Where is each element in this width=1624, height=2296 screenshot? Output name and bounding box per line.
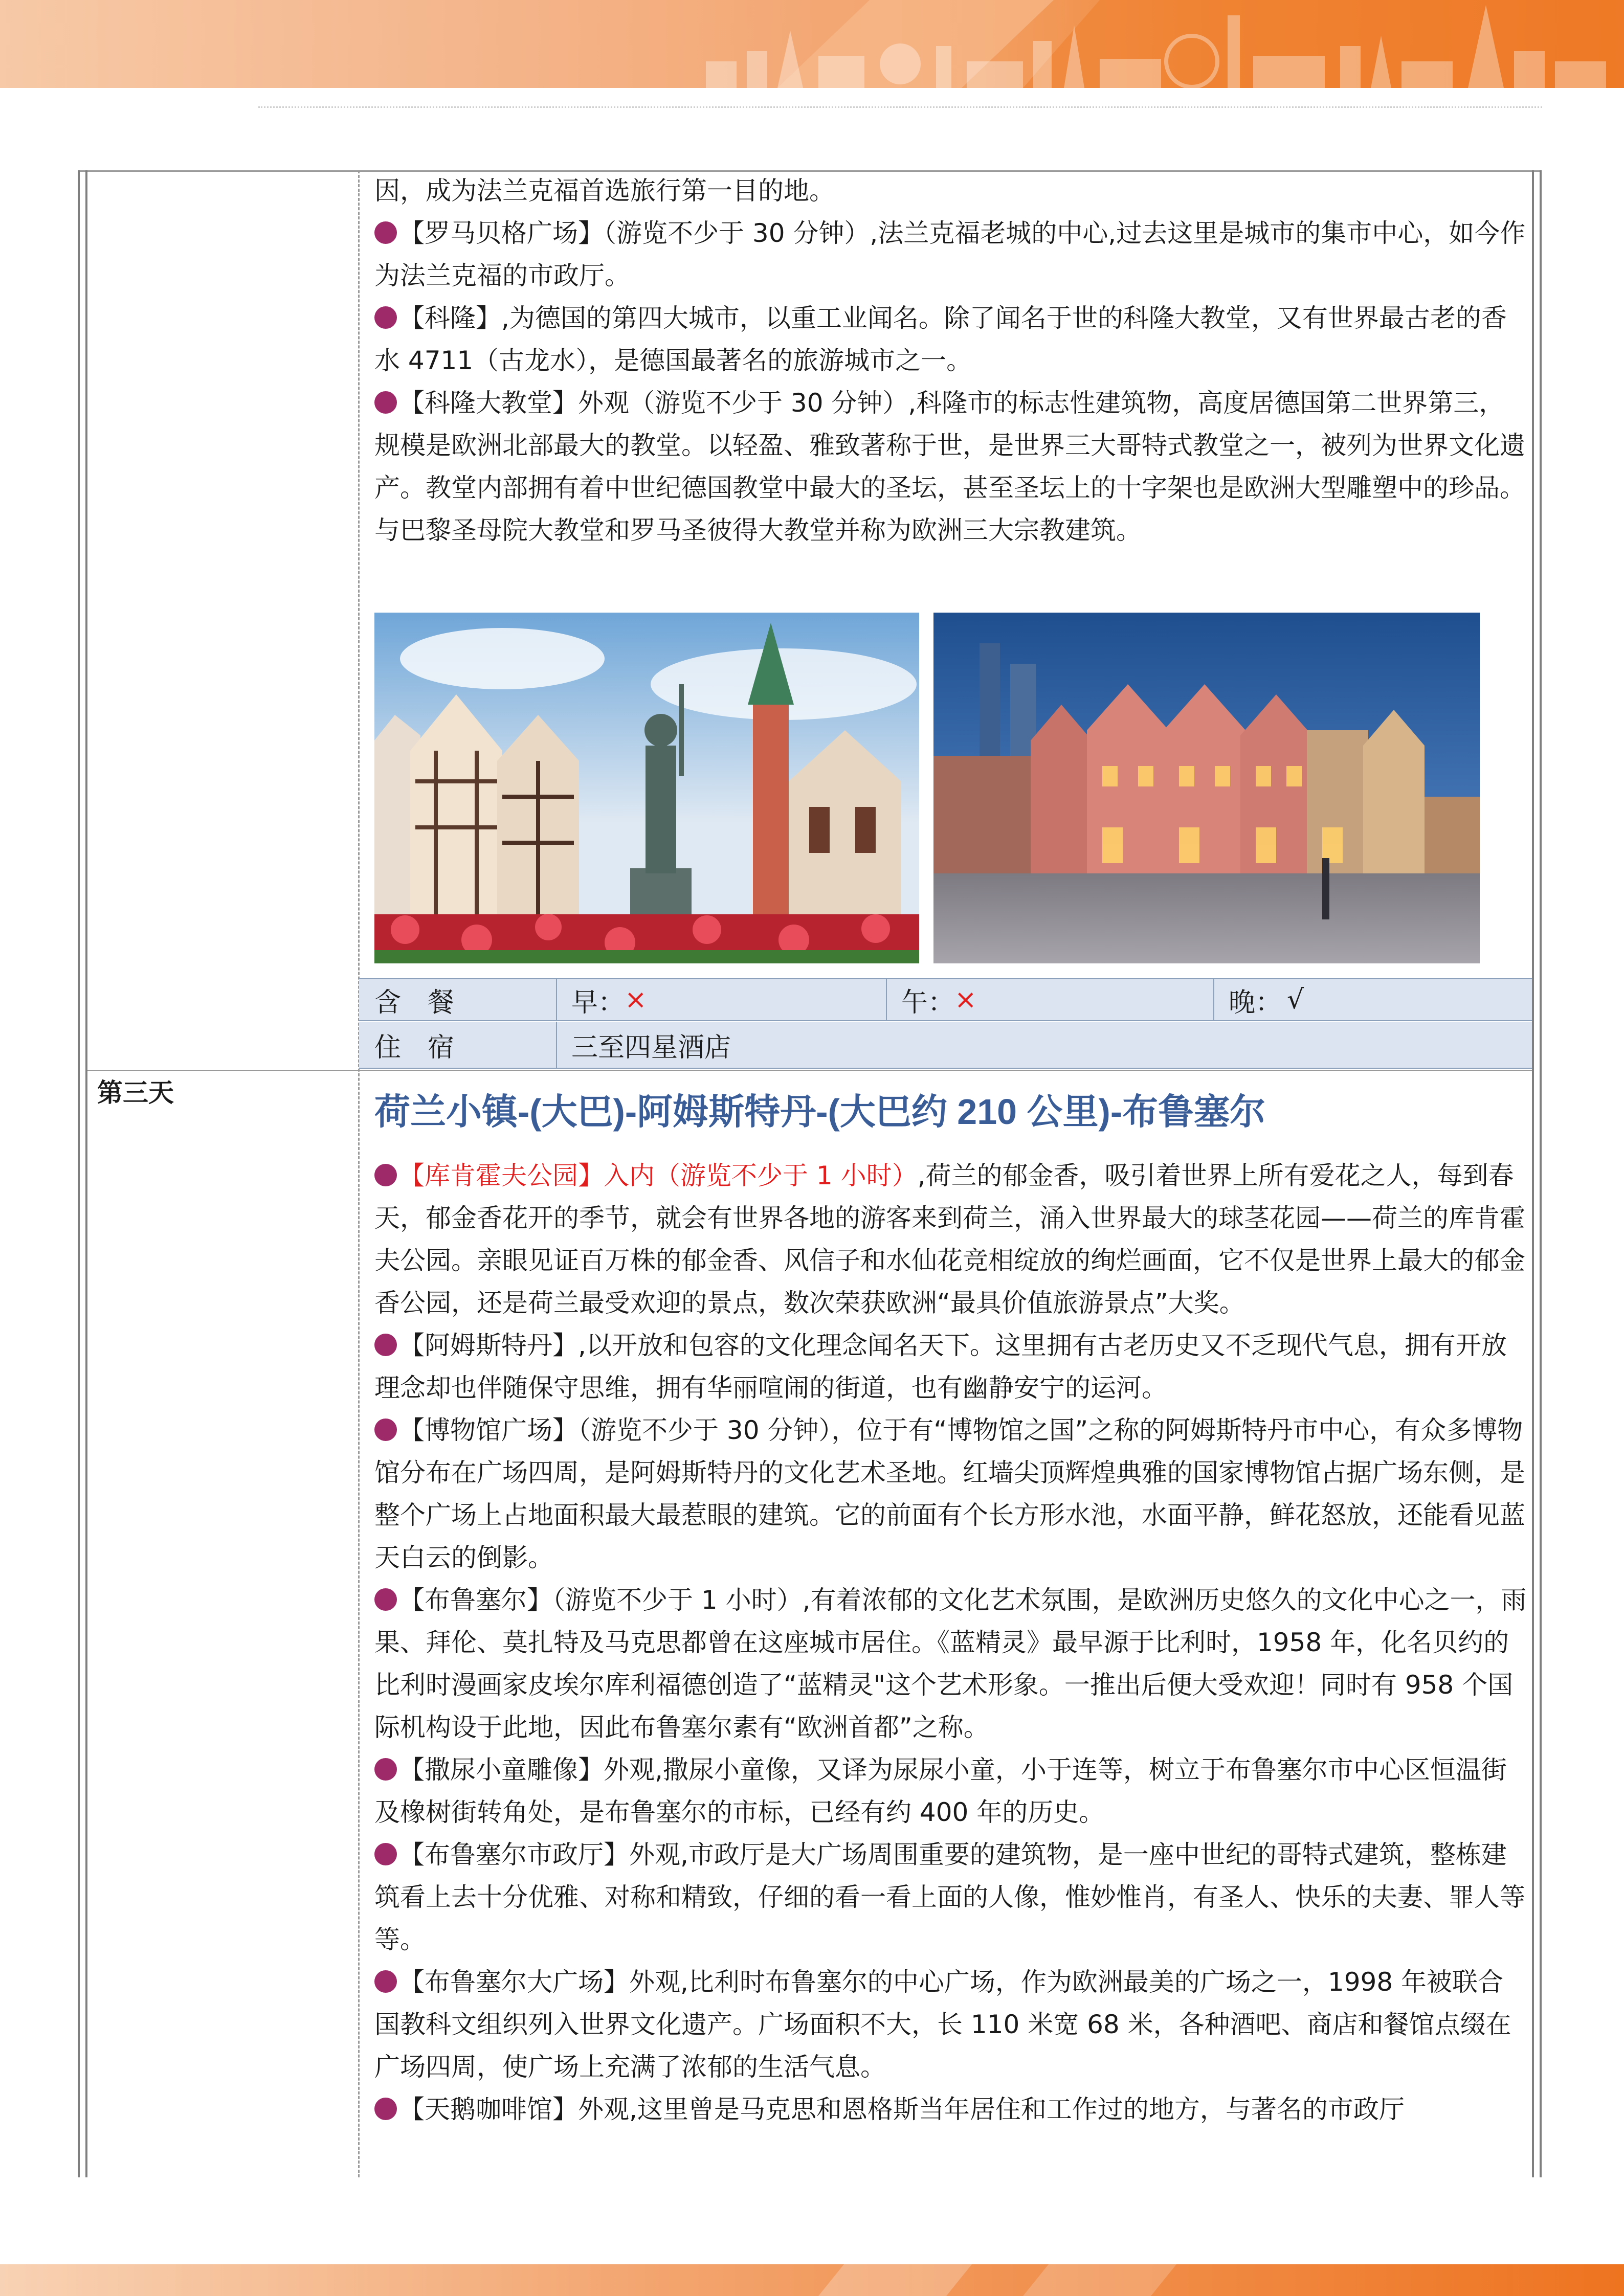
paragraph-text: ,荷兰的郁金香，吸引着世界上所有爱花之人，每到春天，郁金香花开的季节，就会有世界各地的游客来到荷兰，涌入世界最大的球茎花园——荷兰的库肯霍夫公园。亲眼见证百万株的郁金香、风信子和水仙花竞相绽放的绚烂画面，它不仅是世界上最大的郁金香公园，还是荷兰最受欢迎的景点，数次荣获欧洲“最具价值旅游景点”大奖。: [374, 1161, 1525, 1318]
meals-label: 含 餐: [374, 987, 455, 1018]
meal-dinner-label: 晚：: [1229, 987, 1282, 1018]
frankfurt-justice-fountain-photo: [374, 613, 919, 963]
paragraph-text: 【科隆大教堂】外观（游览不少于 30 分钟）,科隆市的标志性建筑物，高度居德国第二世界第三，规模是欧洲北部最大的教堂。以轻盈、雅致著称于世，是世界三大哥特式教堂之一，被列为世界文化遗产。教堂内部拥有着中世纪德国教堂中最大的圣坛，甚至圣坛上的十字架也是欧洲大型雕塑中的珍品。与巴黎圣母院大教堂和罗马圣彼得大教堂并称为欧洲三大宗教建筑。: [374, 388, 1525, 545]
itinerary-paragraph: [374, 170, 1528, 212]
meal-dinner: [1213, 979, 1532, 1020]
bullet-dot-icon: [374, 221, 397, 244]
itinerary-paragraph: [374, 1961, 1528, 2088]
header-rule: [258, 106, 1542, 108]
itinerary-paragraph: [374, 1155, 1528, 1324]
day2-itinerary-text: [374, 170, 1528, 552]
meal-lunch: [886, 979, 1213, 1020]
table-left-border: [78, 170, 80, 2177]
paragraph-text: 【布鲁塞尔】（游览不少于 1 小时）,有着浓郁的文化艺术氛围，是欧洲历史悠久的文化中心之一，雨果、拜伦、莫扎特及马克思都曾在这座城市居住。《蓝精灵》最早源于比利时，1958 年，化名贝约的比利时漫画家皮埃尔库利福德创造了“蓝精灵"这个艺术形象。一推出后便大受欢迎！同时有 958 个国际机构设于此地，因此布鲁塞尔素有“欧洲首都”之称。: [374, 1585, 1527, 1742]
bullet-dot-icon: [374, 1970, 397, 1993]
meal-lunch-label: 午：: [901, 987, 955, 1018]
table-row-divider: [87, 1070, 1532, 1071]
lodging-value: 三至四星酒店: [556, 1022, 1532, 1068]
itinerary-paragraph: [374, 2088, 1528, 2131]
meal-lunch-mark: ×: [954, 984, 977, 1015]
highlighted-attraction-text: 【库肯霍夫公园】入内（游览不少于 1 小时）: [399, 1161, 918, 1190]
day3-itinerary-text: [374, 1155, 1528, 2131]
meal-dinner-mark: √: [1287, 984, 1304, 1015]
header-banner: [0, 0, 1624, 88]
lodging-row: [359, 1022, 1532, 1069]
itinerary-paragraph: [374, 382, 1528, 552]
bullet-dot-icon: [374, 1164, 397, 1186]
meal-breakfast-mark: ×: [625, 984, 647, 1015]
bullet-dot-icon: [374, 391, 397, 414]
footer-decoration-icon: [0, 2264, 1624, 2296]
paragraph-text: 【博物馆广场】（游览不少于 30 分钟），位于有“博物馆之国”之称的阿姆斯特丹市中心，有众多博物馆分布在广场四周，是阿姆斯特丹的文化艺术圣地。红墙尖顶辉煌典雅的国家博物馆占据广场东侧，是整个广场上占地面积最大最惹眼的建筑。它的前面有个长方形水池，水面平静，鲜花怒放，还能看见蓝天白云的倒影。: [374, 1415, 1525, 1572]
table-right-border-inner: [1532, 170, 1534, 2177]
itinerary-paragraph: [374, 1579, 1528, 1749]
itinerary-paragraph: [374, 297, 1528, 382]
table-right-border: [1540, 170, 1542, 2177]
meals-row: [359, 978, 1532, 1021]
paragraph-text: 【罗马贝格广场】（游览不少于 30 分钟）,法兰克福老城的中心,过去这里是城市的集市中心，如今作为法兰克福的市政厅。: [374, 218, 1526, 290]
meal-breakfast-label: 早：: [571, 987, 625, 1018]
itinerary-paragraph: [374, 1324, 1528, 1409]
bullet-dot-icon: [374, 1334, 397, 1356]
day3-route-title: 荷兰小镇-(大巴)-阿姆斯特丹-(大巴约 210 公里)-布鲁塞尔: [374, 1092, 1266, 1132]
table-left-border-inner: [85, 170, 87, 2177]
bullet-dot-icon: [374, 1419, 397, 1441]
itinerary-paragraph: [374, 1749, 1528, 1834]
table-column-divider: [358, 170, 360, 2177]
itinerary-paragraph: [374, 212, 1528, 297]
paragraph-text: 因，成为法兰克福首选旅行第一目的地。: [374, 176, 835, 206]
bullet-dot-icon: [374, 2098, 397, 2120]
bullet-dot-icon: [374, 1758, 397, 1781]
frankfurt-romerberg-night-photo: [933, 613, 1480, 963]
paragraph-text: 【天鹅咖啡馆】外观,这里曾是马克思和恩格斯当年居住和工作过的地方，与著名的市政厅: [399, 2095, 1405, 2124]
lodging-label: 住 宿: [374, 1032, 455, 1063]
itinerary-paragraph: [374, 1409, 1528, 1579]
paragraph-text: 【布鲁塞尔市政厅】外观,市政厅是大广场周围重要的建筑物，是一座中世纪的哥特式建筑，整栋建筑看上去十分优雅、对称和精致，仔细的看一看上面的人像，惟妙惟肖，有圣人、快乐的夫妻、罪人等等。: [374, 1840, 1525, 1954]
paragraph-text: 【撒尿小童雕像】外观,撒尿小童像，又译为尿尿小童，小于连等，树立于布鲁塞尔市中心区恒温街及橡树街转角处，是布鲁塞尔的市标，已经有约 400 年的历史。: [374, 1755, 1507, 1827]
bullet-dot-icon: [374, 306, 397, 329]
paragraph-text: 【阿姆斯特丹】,以开放和包容的文化理念闻名天下。这里拥有古老历史又不乏现代气息，拥有开放理念却也伴随保守思维，拥有华丽喧闹的街道，也有幽静安宁的运河。: [374, 1331, 1507, 1403]
paragraph-text: 【布鲁塞尔大广场】外观,比利时布鲁塞尔的中心广场，作为欧洲最美的广场之一，1998 年被联合国教科文组织列入世界文化遗产。广场面积不大，长 110 米宽 68 米，各种酒吧、商店和餐馆点缀在广场四周，使广场上充满了浓郁的生活气息。: [374, 1967, 1511, 2082]
meal-breakfast: [556, 979, 886, 1020]
itinerary-paragraph: [374, 1834, 1528, 1961]
bullet-dot-icon: [374, 1588, 397, 1611]
bullet-dot-icon: [374, 1843, 397, 1865]
day3-label: 第三天: [97, 1078, 174, 1108]
paragraph-text: 【科隆】,为德国的第四大城市，以重工业闻名。除了闻名于世的科隆大教堂，又有世界最古老的香水 4711（古龙水），是德国最著名的旅游城市之一。: [374, 303, 1507, 375]
skyline-decoration-icon: [0, 0, 1624, 88]
footer-band: [0, 2264, 1624, 2296]
